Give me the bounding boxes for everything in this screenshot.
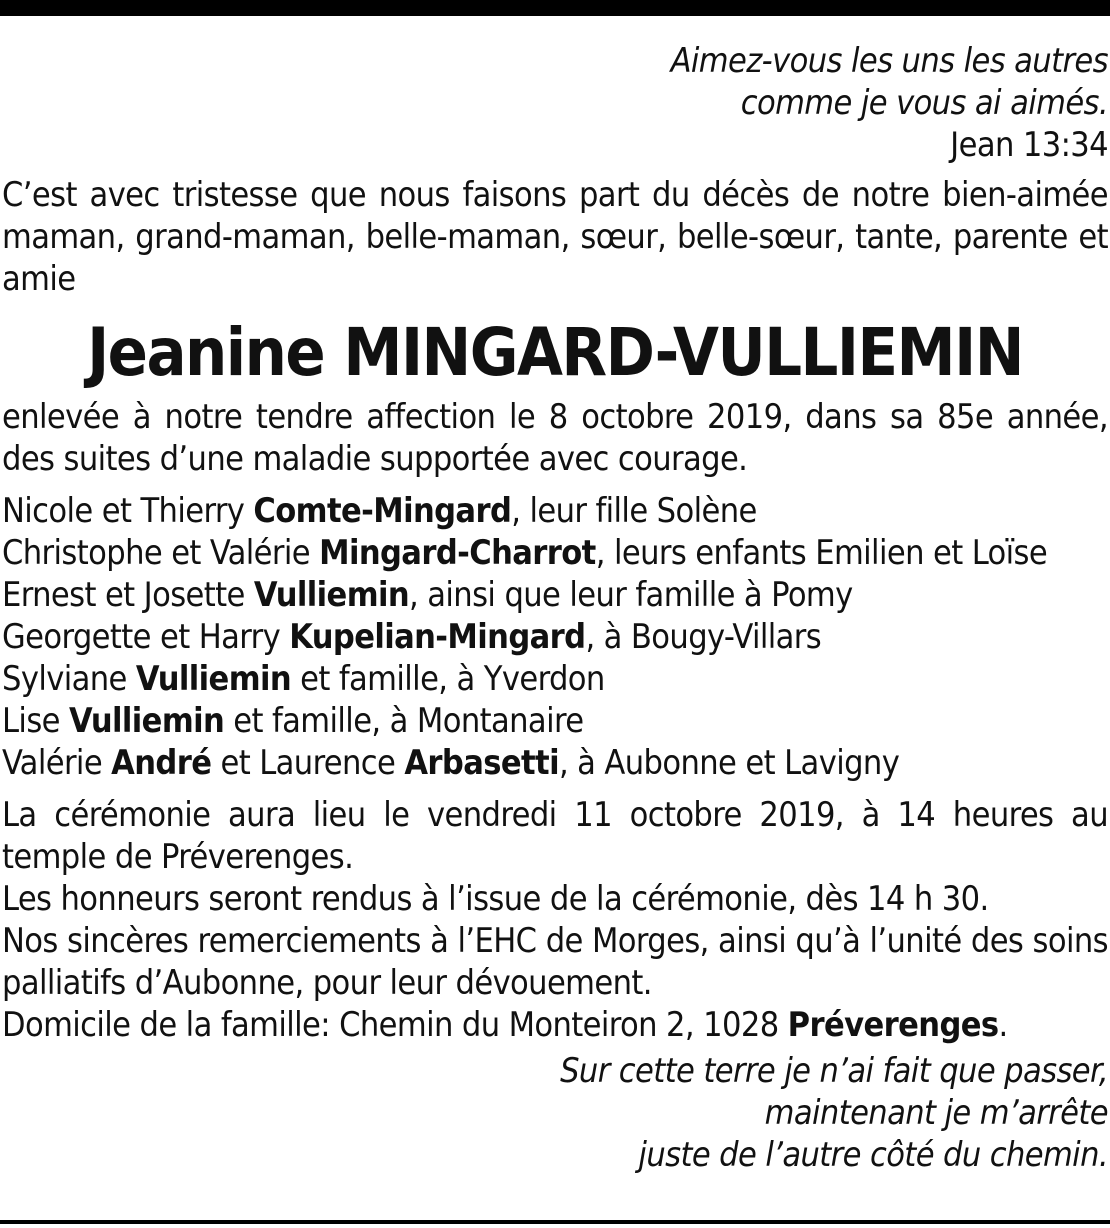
epigraph bbox=[2, 40, 1108, 166]
family-row: Ernest et Josette Vulliemin, ainsi que leur famille à Pomy bbox=[2, 575, 853, 615]
epigraph-line: Aimez-vous les uns les autres bbox=[670, 41, 1108, 81]
ceremony-service: La cérémonie aura lieu le vendredi 11 octobre 2019, à 14 heures au temple de Préverenges. bbox=[2, 795, 1108, 877]
family-row: Lise Vulliemin et famille, à Montanaire bbox=[2, 701, 584, 741]
family-row: Christophe et Valérie Mingard-Charrot, leurs enfants Emilien et Loïse bbox=[2, 533, 1048, 573]
announcement-text: C’est avec tristesse que nous faisons part du décès de notre bien-aimée maman, grand-maman, belle-maman, sœur, belle-sœur, tante, parente et amie bbox=[2, 175, 1108, 299]
family-row: Valérie André et Laurence Arbasetti, à Aubonne et Lavigny bbox=[2, 743, 900, 783]
family-list bbox=[2, 490, 1108, 784]
family-address: Domicile de la famille: Chemin du Monteiron 2, 1028 Préverenges. bbox=[2, 1005, 1008, 1045]
thanks-text: Nos sincères remerciements à l’EHC de Morges, ainsi qu’à l’unité des soins palliatifs d’Aubonne, pour leur dévouement. bbox=[2, 921, 1108, 1003]
ceremony-details bbox=[2, 794, 1108, 1046]
epigraph-line: comme je vous ai aimés. bbox=[740, 83, 1108, 123]
ceremony-honours: Les honneurs seront rendus à l’issue de la cérémonie, dès 14 h 30. bbox=[2, 879, 989, 919]
closing-verse-line: Sur cette terre je n’ai fait que passer, bbox=[560, 1051, 1108, 1091]
epigraph-reference: Jean 13:34 bbox=[950, 125, 1108, 165]
obituary-notice bbox=[2, 40, 1108, 1176]
circumstances-text: enlevée à notre tendre affection le 8 octobre 2019, dans sa 85e année, des suites d’une maladie supportée avec courage. bbox=[2, 397, 1108, 479]
top-rule bbox=[0, 0, 1110, 16]
family-row: Sylviane Vulliemin et famille, à Yverdon bbox=[2, 659, 605, 699]
family-row: Georgette et Harry Kupelian-Mingard, à Bougy-Villars bbox=[2, 617, 822, 657]
closing-verse-line: juste de l’autre côté du chemin. bbox=[638, 1135, 1108, 1175]
bottom-rule bbox=[0, 1220, 1110, 1224]
closing-verse-line: maintenant je m’arrête bbox=[764, 1093, 1108, 1133]
deceased-name: Jeanine MINGARD-VULLIEMIN bbox=[87, 314, 1023, 391]
family-row: Nicole et Thierry Comte-Mingard, leur fille Solène bbox=[2, 491, 757, 531]
closing-verse bbox=[2, 1050, 1108, 1176]
